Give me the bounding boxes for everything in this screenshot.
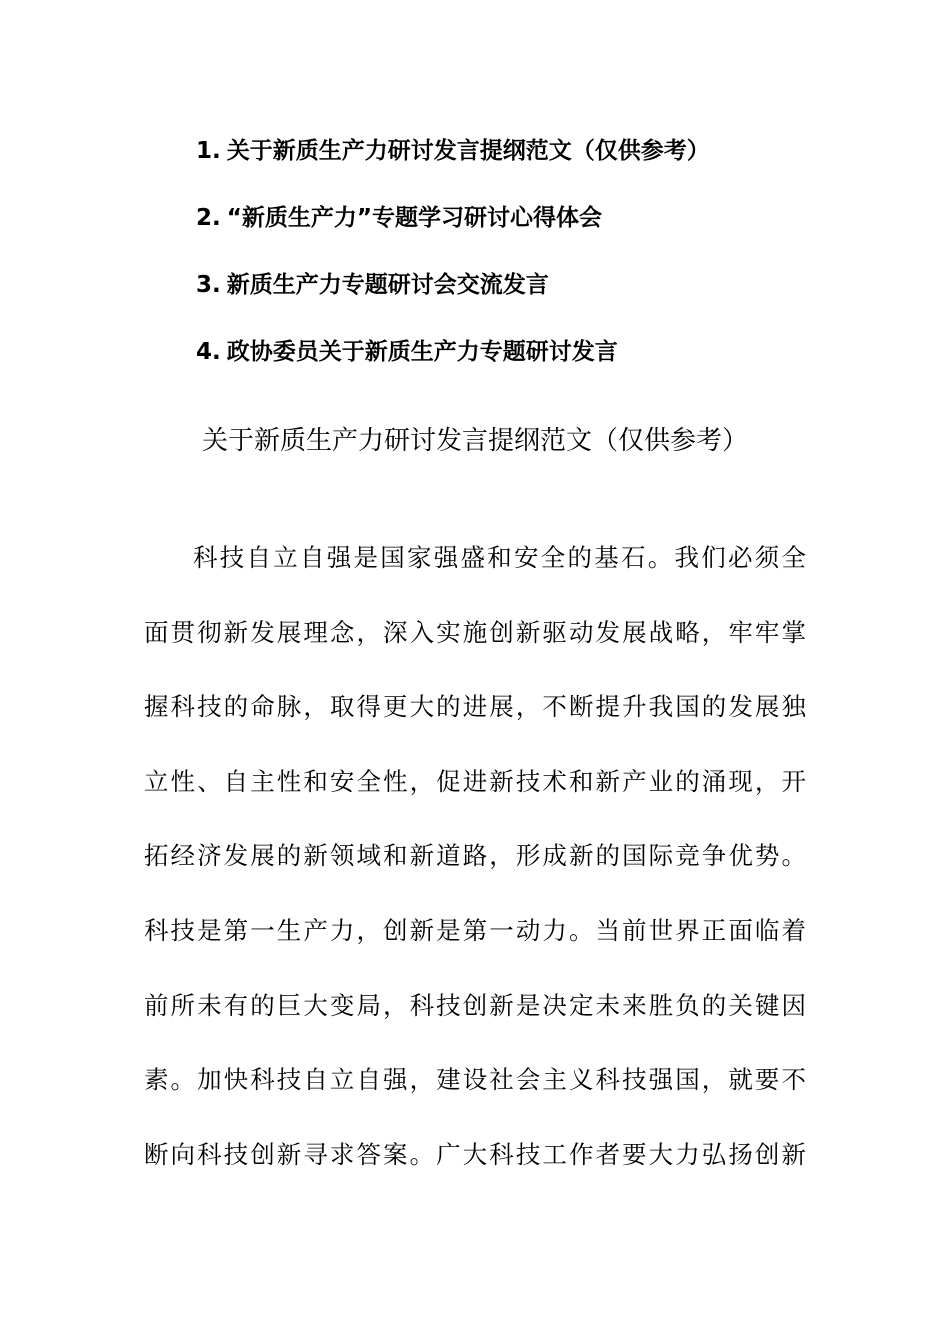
toc-item-text: 关于新质生产力研讨发言提纲范文（仅供参考） — [226, 138, 710, 164]
paragraph-line: 断向科技创新寻求答案。广大科技工作者要大力弘扬创新 — [144, 1139, 806, 1169]
toc-item-2 — [196, 195, 710, 262]
toc-item-text: 政协委员关于新质生产力专题研讨发言 — [226, 339, 618, 365]
toc-item-number: 2. — [196, 205, 221, 231]
paragraph-line: 握科技的命脉，取得更大的进展，不断提升我国的发展独 — [144, 692, 806, 722]
toc-item-text: 新质生产力专题研讨会交流发言 — [226, 272, 549, 298]
toc-item-3 — [196, 262, 710, 329]
paragraph-line: 立性、自主性和安全性，促进新技术和新产业的涌现，开 — [144, 766, 806, 796]
toc-item-text: “新质生产力”专题学习研讨心得体会 — [226, 205, 602, 231]
article-body — [144, 521, 806, 1192]
article-title: 关于新质生产力研讨发言提纲范文（仅供参考） — [201, 426, 748, 456]
paragraph-line: 前所未有的巨大变局，科技创新是决定未来胜负的关键因 — [144, 990, 806, 1020]
toc-item-number: 1. — [196, 138, 221, 164]
paragraph-line: 面贯彻新发展理念，深入实施创新驱动发展战略，牢牢掌 — [144, 617, 806, 647]
paragraph-line: 科技自立自强是国家强盛和安全的基石。我们必须全 — [193, 543, 806, 572]
toc-item-1 — [196, 128, 710, 195]
toc-item-4 — [196, 329, 710, 396]
toc-item-number: 4. — [196, 339, 221, 365]
paragraph-line: 拓经济发展的新领域和新道路，形成新的国际竞争优势。 — [144, 841, 806, 871]
table-of-contents — [196, 128, 710, 396]
paragraph-line: 科技是第一生产力，创新是第一动力。当前世界正面临着 — [144, 915, 806, 945]
toc-item-number: 3. — [196, 272, 221, 298]
paragraph-line: 素。加快科技自立自强，建设社会主义科技强国，就要不 — [144, 1065, 806, 1095]
